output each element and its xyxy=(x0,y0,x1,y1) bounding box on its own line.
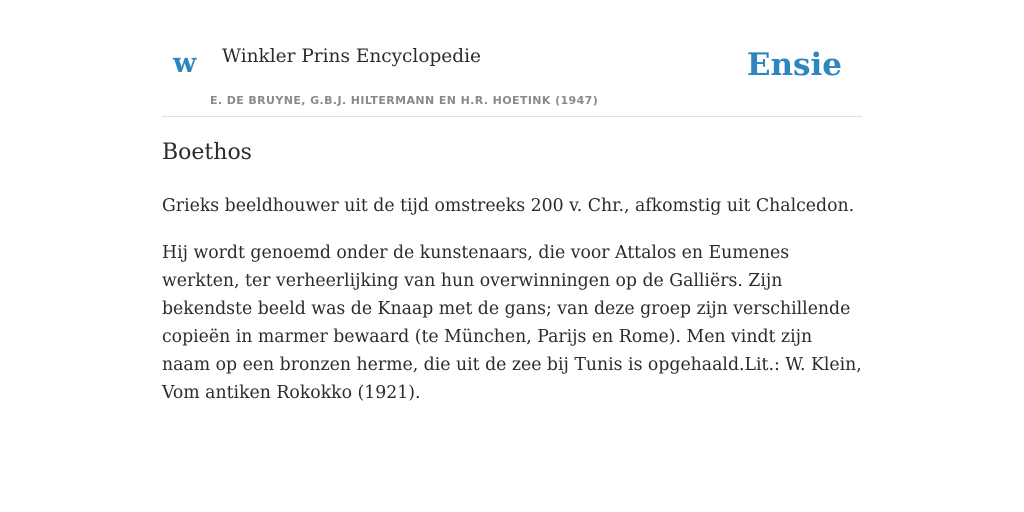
source-authors: E. DE BRUYNE, G.B.J. HILTERMANN EN H.R. HOETINK (1947) xyxy=(210,94,599,107)
source-title[interactable]: Winkler Prins Encyclopedie xyxy=(222,46,481,67)
entry-paragraph: Hij wordt genoemd onder de kunstenaars, die voor Attalos en Eumenes werkten, ter verheerlijking van hun overwinningen op de Galliërs. Zijn bekendste beeld was de Knaap met de gans; van deze groep zijn verschillende copieën in marmer bewaard (te München, Parijs en Rome). Men vindt zijn naam op een bronzen herme, die uit de zee bij Tunis is opgehaald.Lit.: W. Klein, Vom antiken Rokokko (1921). xyxy=(162,243,862,403)
source-header xyxy=(162,0,862,117)
entry-paragraph: Grieks beeldhouwer uit de tijd omstreeks 200 v. Chr., afkomstig uit Chalcedon. xyxy=(162,196,855,216)
page-container xyxy=(162,0,862,403)
source-logo[interactable]: w xyxy=(173,48,197,79)
brand-logo[interactable]: Ensie xyxy=(746,47,842,83)
entry-title: Boethos xyxy=(162,140,252,165)
